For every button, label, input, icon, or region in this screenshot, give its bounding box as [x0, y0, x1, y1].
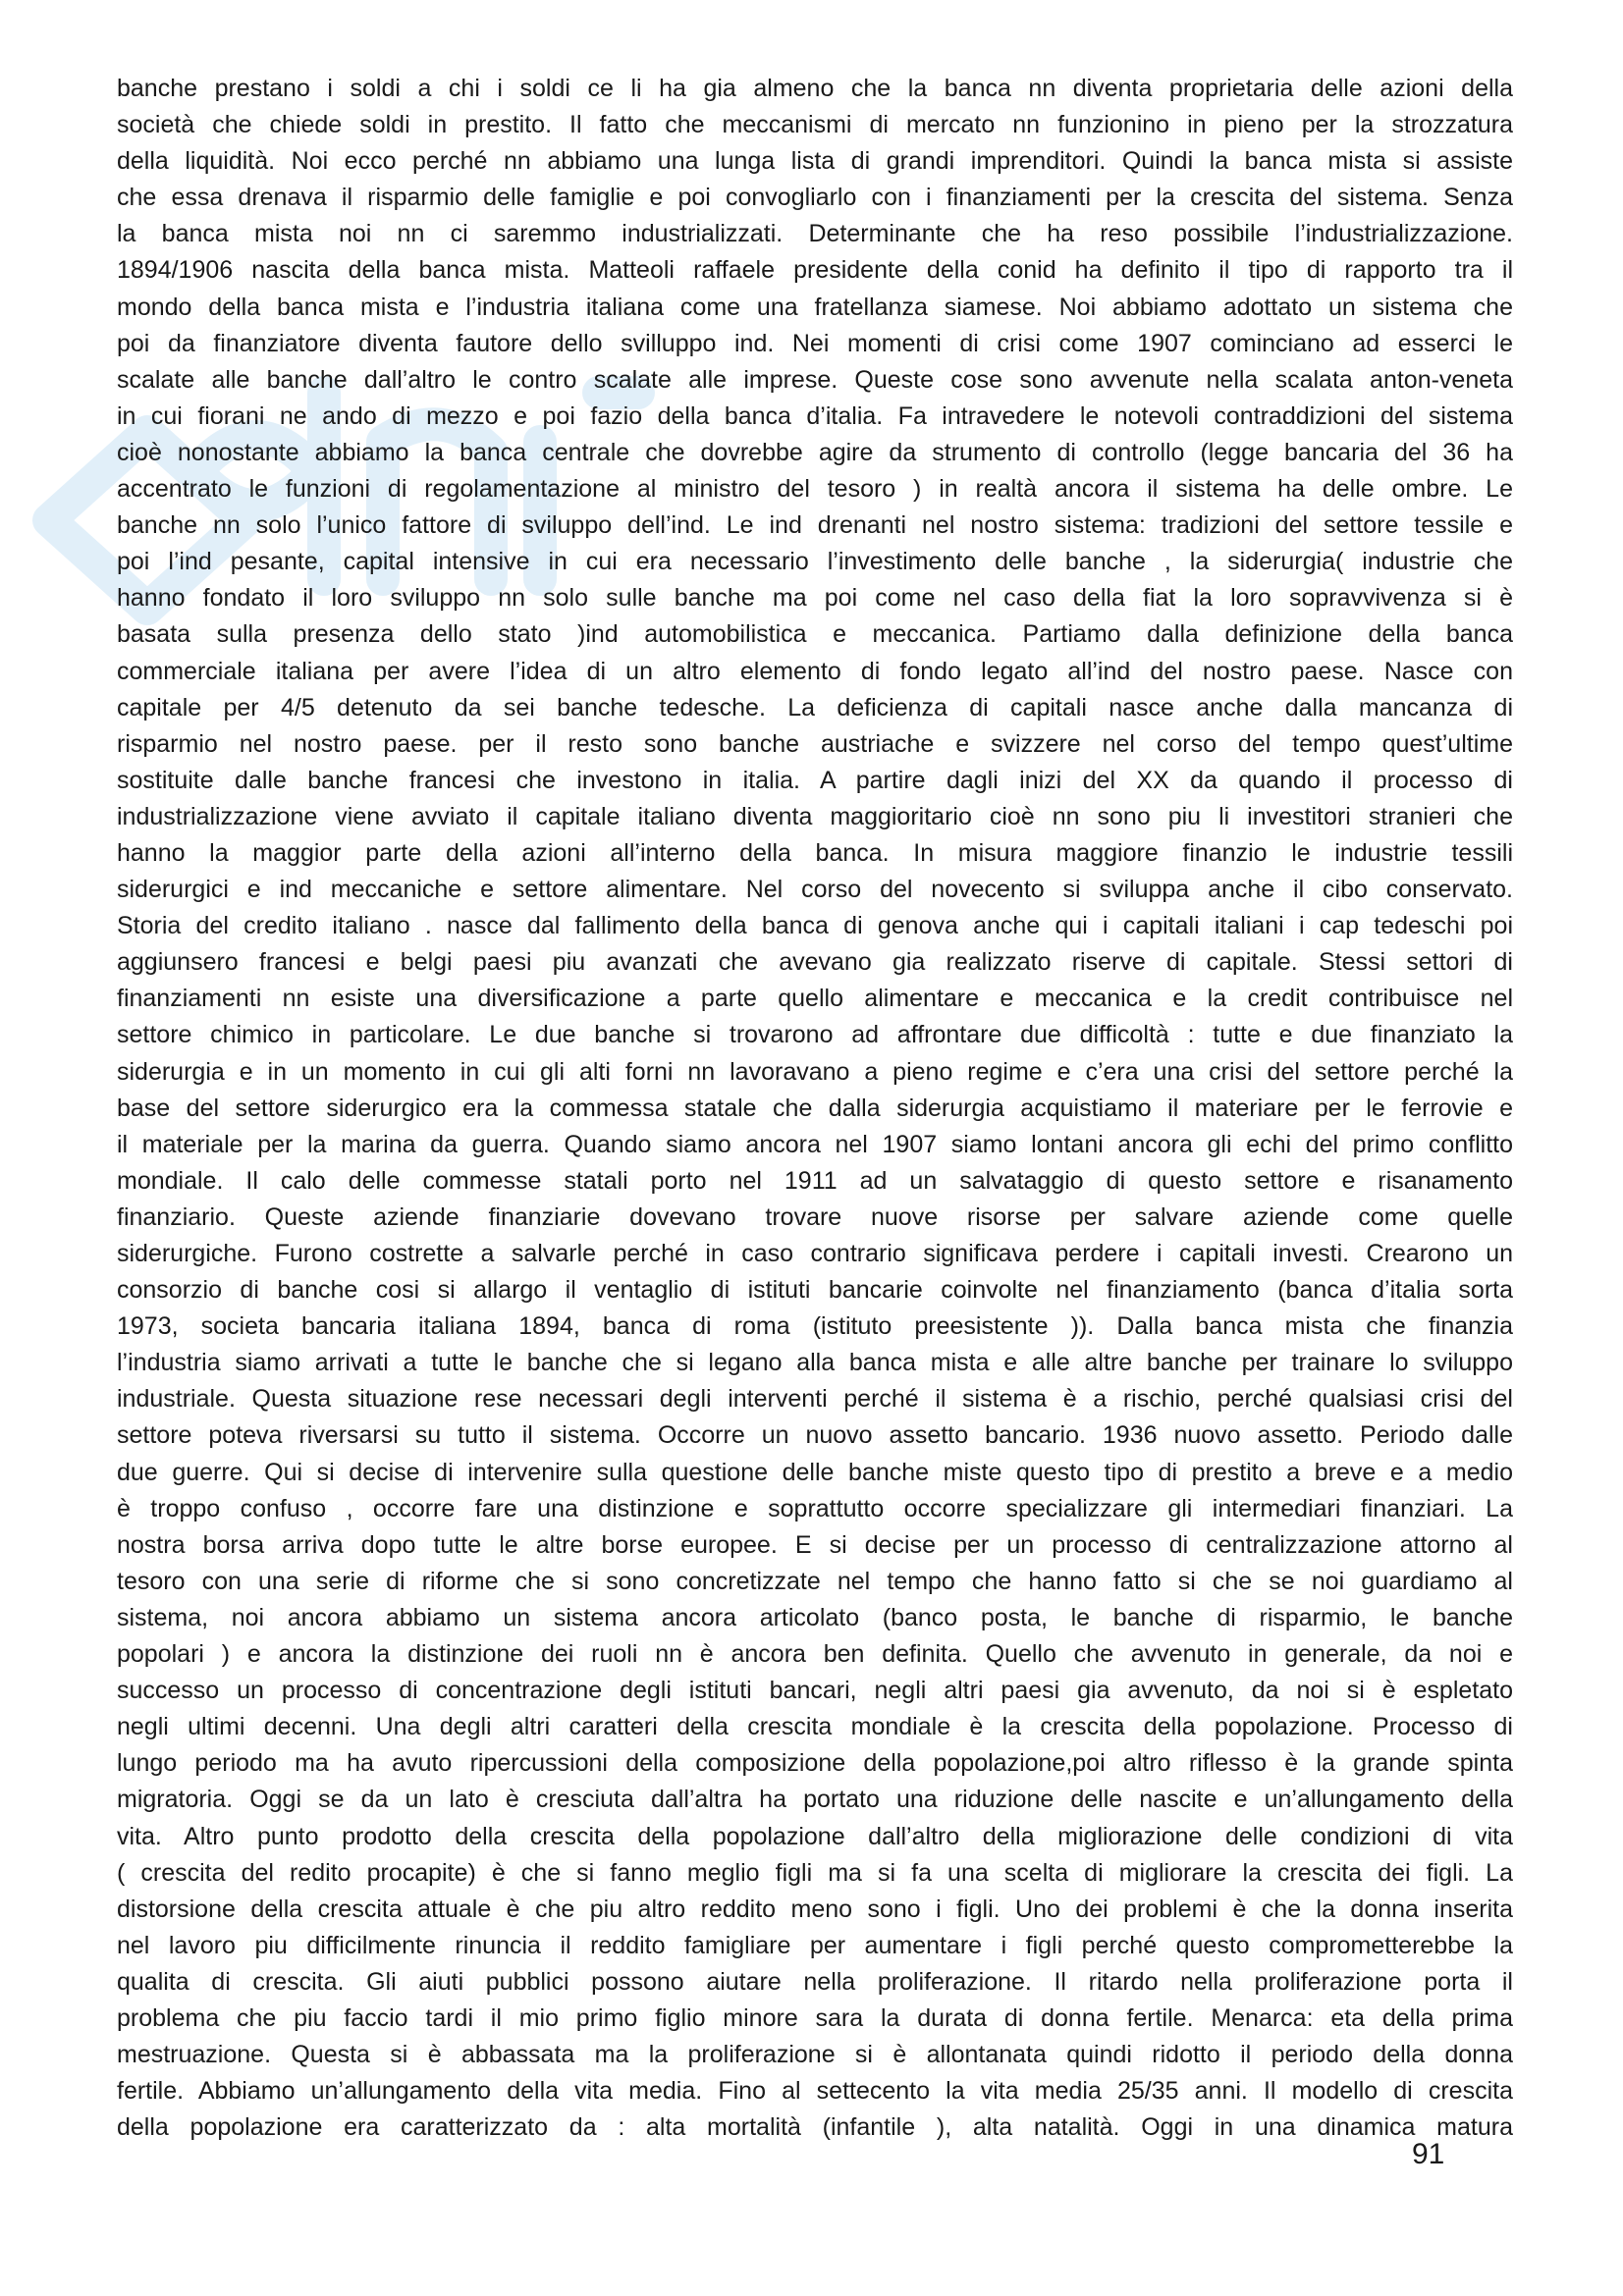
text-line: due guerre. Qui si decise di intervenire sulla questione delle banche miste questo tipo di prestito a breve e a medio: [117, 1458, 1513, 1486]
text-line: finanziario. Queste aziende finanziarie dovevano trovare nuove risorse per salvare aziende come quelle: [117, 1202, 1513, 1231]
text-line: fertile. Abbiamo un’allungamento della vita media. Fino al settecento la vita media 25/35 anni. Il modello di crescita: [117, 2077, 1513, 2106]
text-line: migratoria. Oggi se da un lato è cresciuta dall’altra ha portato una riduzione delle nascite e un’allungamento della: [117, 1786, 1513, 1814]
text-line: popolari ) e ancora la distinzione dei ruoli nn è ancora ben definita. Quello che avvenuto in generale, da noi e: [117, 1640, 1513, 1669]
text-line: della popolazione era caratterizzato da : alta mortalità (infantile ), alta natalità. Oggi in una dinamica matura: [117, 2113, 1513, 2142]
text-line: finanziamenti nn esiste una diversificazione a parte quello alimentare e meccanica e la credit contribuisce nel: [117, 985, 1513, 1013]
text-line: lungo periodo ma ha avuto ripercussioni della composizione della popolazione,poi altro riflesso è la grande spinta: [117, 1749, 1513, 1778]
text-line: qualita di crescita. Gli aiuti pubblici possono aiutare nella proliferazione. Il ritardo nella proliferazione porta il: [117, 1967, 1513, 1996]
text-line: che essa drenava il risparmio delle famiglie e poi convogliarlo con i finanziamenti per la crescita del sistema. Senza: [117, 184, 1513, 212]
text-line: siderurgici e ind meccaniche e settore alimentare. Nel corso del novecento si sviluppa anche il cibo conservato.: [117, 876, 1513, 904]
text-line: 1973, societa bancaria italiana 1894, banca di roma (istituto preesistente )). Dalla banca mista che finanzia: [117, 1312, 1513, 1341]
text-line: ( crescita del redito procapite) è che si fanno meglio figli ma si fa una scelta di migliorare la crescita dei figli. La: [117, 1858, 1513, 1887]
text-line: in cui fiorani ne ando di mezzo e poi fazio della banca d’italia. Fa intravedere le notevoli contraddizioni del sistema: [117, 401, 1513, 430]
text-line: siderurgia e in un momento in cui gli alti forni nn lavoravano a pieno regime e c’era una crisi del settore perché la: [117, 1057, 1513, 1086]
text-line: consorzio di banche cosi si allargo il ventaglio di istituti bancarie coinvolte nel finanziamento (banca d’italia sorta: [117, 1276, 1513, 1305]
text-line: aggiunsero francesi e belgi paesi piu avanzati che avevano gia realizzato riserve di capitale. Stessi settori di: [117, 948, 1513, 977]
text-line: poi da finanziatore diventa fautore dello svilluppo ind. Nei momenti di crisi come 1907 cominciano ad esserci le: [117, 329, 1513, 357]
text-line: hanno la maggior parte della azioni all’interno della banca. In misura maggiore finanzio le industrie tessili: [117, 838, 1513, 867]
text-line: poi l’ind pesante, capital intensive in cui era necessario l’investimento delle banche , la siderurgia( industrie che: [117, 548, 1513, 576]
text-line: capitale per 4/5 detenuto da sei banche tedesche. La deficienza di capitali nasce anche dalla mancanza di: [117, 693, 1513, 721]
text-line: basata sulla presenza dello stato )ind automobilistica e meccanica. Partiamo dalla definizione della banca: [117, 620, 1513, 649]
text-line: 1894/1906 nascita della banca mista. Matteoli raffaele presidente della conid ha definito il tipo di rapporto tra il: [117, 256, 1513, 285]
text-line: l’industria siamo arrivati a tutte le banche che si legano alla banca mista e alle altre banche per trainare lo sviluppo: [117, 1349, 1513, 1377]
body-text: [117, 71, 1513, 2146]
page-number: 91: [1412, 2138, 1445, 2170]
text-line: cioè nonostante abbiamo la banca centrale che dovrebbe agire da strumento di controllo (legge bancaria del 36 ha: [117, 438, 1513, 466]
text-line: commerciale italiana per avere l’idea di un altro elemento di fondo legato all’ind del nostro paese. Nasce con: [117, 657, 1513, 685]
text-line: banche nn solo l’unico fattore di sviluppo dell’ind. Le ind drenanti nel nostro sistema: tradizioni del settore tessile e: [117, 511, 1513, 540]
text-line: banche prestano i soldi a chi i soldi ce li ha gia almeno che la banca nn diventa proprietaria delle azioni della: [117, 75, 1513, 102]
text-line: il materiale per la marina da guerra. Quando siamo ancora nel 1907 siamo lontani ancora gli echi del primo conflitto: [117, 1130, 1513, 1158]
text-line: sistema, noi ancora abbiamo un sistema ancora articolato (banco posta, le banche di risparmio, le banche: [117, 1603, 1513, 1631]
text-line: società che chiede soldi in prestito. Il fatto che meccanismi di mercato nn funzionino in pieno per la strozzatura: [117, 111, 1513, 139]
text-line: settore chimico in particolare. Le due banche si trovarono ad affrontare due difficoltà : tutte e due finanziato la: [117, 1021, 1513, 1049]
text-line: scalate alle banche dall’altro le contro scalate alle imprese. Queste cose sono avvenute nella scalata anton-veneta: [117, 365, 1513, 394]
text-line: siderurgiche. Furono costrette a salvarle perché in caso contrario significava perdere i capitali investi. Crearono un: [117, 1240, 1513, 1267]
text-line: della liquidità. Noi ecco perché nn abbiamo una lunga lista di grandi imprenditori. Quindi la banca mista si assiste: [117, 147, 1513, 176]
text-line: distorsione della crescita attuale è che piu altro reddito meno sono i figli. Uno dei problemi è che la donna inserita: [117, 1895, 1513, 1923]
text-line: mondo della banca mista e l’industria italiana come una fratellanza siamese. Noi abbiamo adottato un sistema che: [117, 293, 1513, 321]
text-line: nel lavoro piu difficilmente rinuncia il reddito famigliare per aumentare i figli perché questo comprometterebbe la: [117, 1931, 1513, 1959]
text-line: industrializzazione viene avviato il capitale italiano diventa maggioritario cioè nn sono piu li investitori stranieri che: [117, 802, 1513, 830]
text-line: negli ultimi decenni. Una degli altri caratteri della crescita mondiale è la crescita della popolazione. Processo di: [117, 1713, 1513, 1741]
text-line: industriale. Questa situazione rese necessari degli interventi perché il sistema è a rischio, perché qualsiasi crisi del: [117, 1385, 1513, 1414]
text-line: successo un processo di concentrazione degli istituti bancari, negli altri paesi gia avvenuto, da noi si è espletato: [117, 1677, 1513, 1705]
text-line: risparmio nel nostro paese. per il resto sono banche austriache e svizzere nel corso del tempo quest’ultime: [117, 729, 1513, 758]
text-line: problema che piu faccio tardi il mio primo figlio minore sara la durata di donna fertile. Menarca: eta della prima: [117, 2003, 1513, 2032]
text-line: accentrato le funzioni di regolamentazione al ministro del tesoro ) in realtà ancora il sistema ha delle ombre. Le: [117, 475, 1513, 504]
text-line: sostituite dalle banche francesi che investono in italia. A partire dagli inizi del XX da quando il processo di: [117, 766, 1513, 794]
text-line: vita. Altro punto prodotto della crescita della popolazione dall’altro della migliorazione delle condizioni di vita: [117, 1822, 1513, 1850]
text-line: la banca mista noi nn ci saremmo industrializzati. Determinante che ha reso possibile l’industrializzazione.: [117, 220, 1513, 248]
text-line: nostra borsa arriva dopo tutte le altre borse europee. E si decise per un processo di centralizzazione attorno al: [117, 1530, 1513, 1559]
text-line: hanno fondato il loro sviluppo nn solo sulle banche ma poi come nel caso della fiat la loro sopravvivenza si è: [117, 584, 1513, 613]
text-line: mondiale. Il calo delle commesse statali porto nel 1911 ad un salvataggio di questo settore e risanamento: [117, 1166, 1513, 1195]
text-line: mestruazione. Questa si è abbassata ma la proliferazione si è allontanata quindi ridotto il periodo della donna: [117, 2041, 1513, 2069]
text-line: è troppo confuso , occorre fare una distinzione e soprattutto occorre specializzare gli intermediari finanziari. La: [117, 1494, 1513, 1522]
text-line: base del settore siderurgico era la commessa statale che dalla siderurgia acquistiamo il materiare per le ferrovie e: [117, 1094, 1513, 1122]
text-line: tesoro con una serie di riforme che si sono concretizzate nel tempo che hanno fatto si che se noi guardiamo al: [117, 1567, 1513, 1595]
text-line: Storia del credito italiano . nasce dal fallimento della banca di genova anche qui i capitali italiani i cap tedeschi poi: [117, 912, 1513, 940]
text-line: settore poteva riversarsi su tutto il sistema. Occorre un nuovo assetto bancario. 1936 nuovo assetto. Periodo dalle: [117, 1421, 1513, 1450]
